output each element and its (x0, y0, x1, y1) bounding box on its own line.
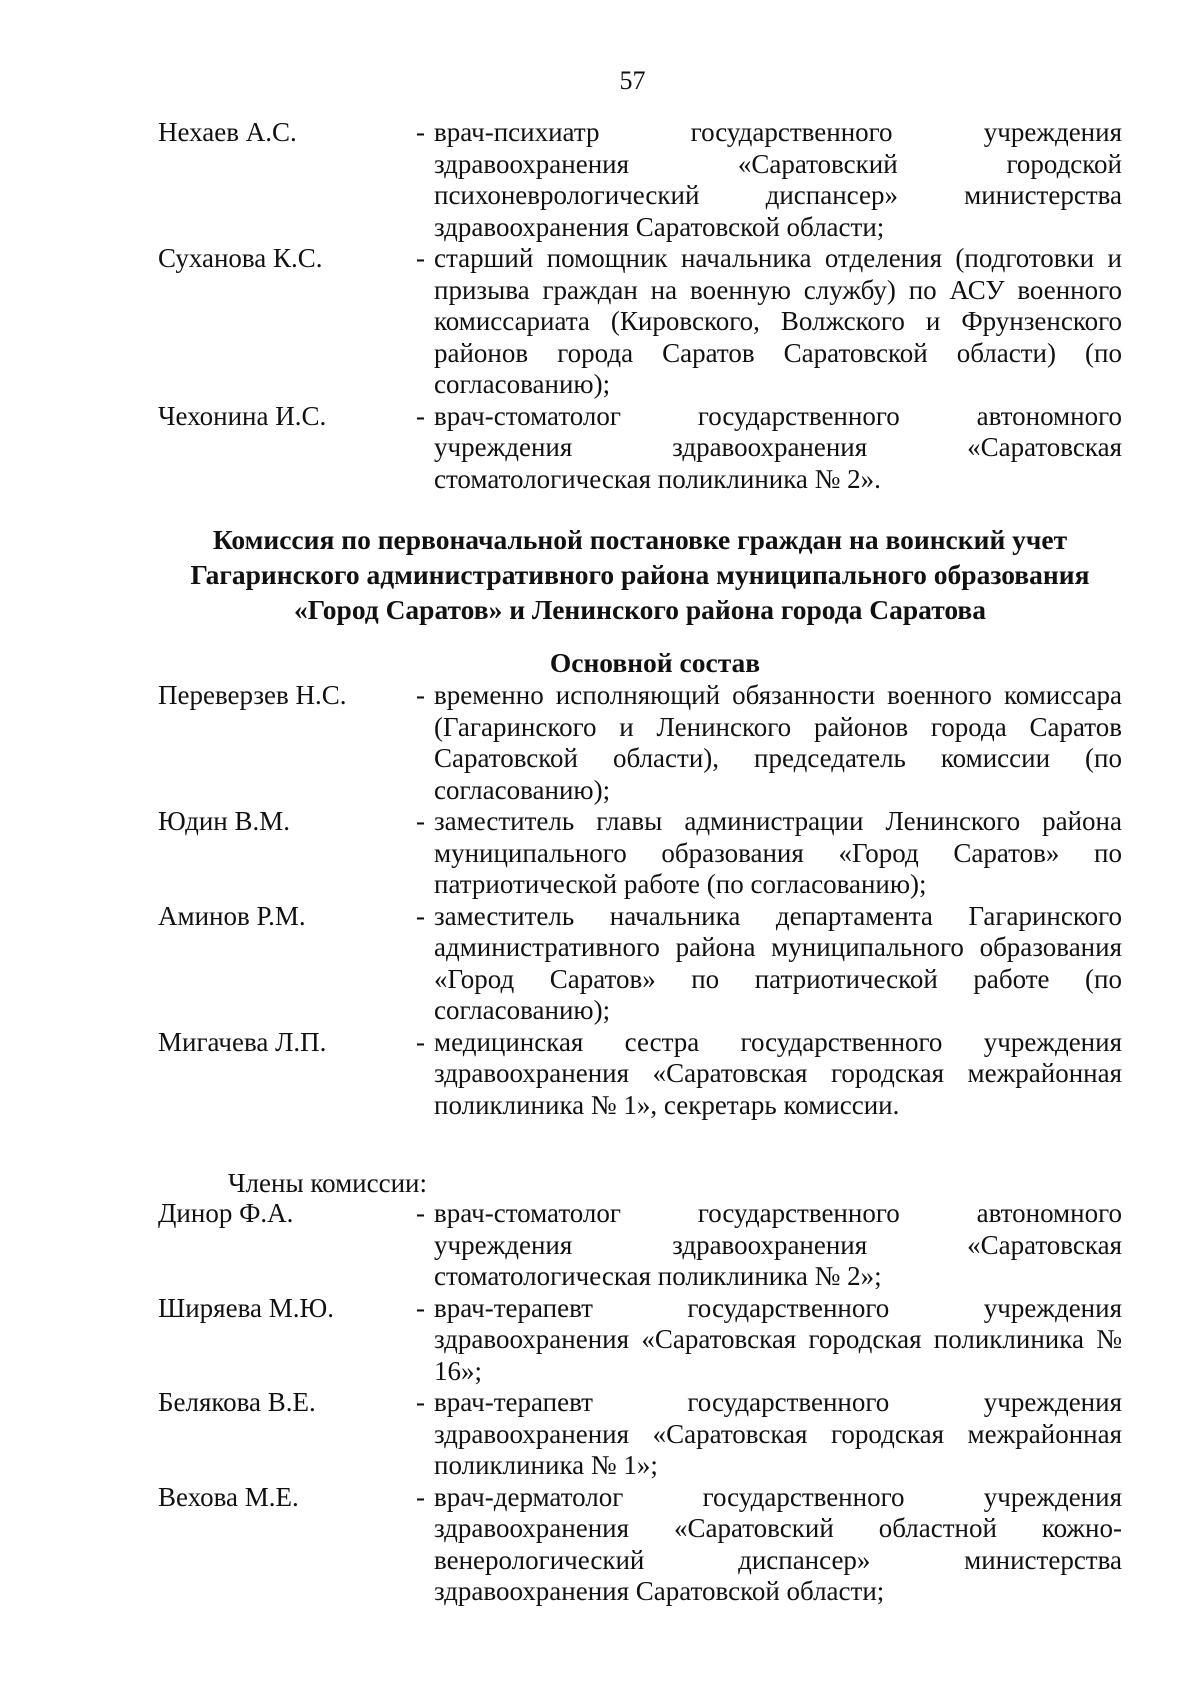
member-entry (158, 401, 1122, 496)
dash: - (416, 1387, 425, 1417)
member-role: заместитель начальника департамента Гагаринского административного района муниципального образования «Город Саратов» по патриотической работе (по согласованию); (434, 900, 1122, 1025)
previous-commission-list (158, 117, 1122, 495)
member-name: Динор Ф.А. (158, 1198, 294, 1228)
member-role: медицинская сестра государственного учреждения здравоохранения «Саратовская городская межрайонная поликлиника № 1», секретарь комиссии. (434, 1026, 1122, 1120)
dash: - (416, 117, 425, 147)
member-role: заместитель главы администрации Ленинского района муниципального образования «Город Саратов» по патриотической работе (по согласованию); (434, 806, 1122, 899)
members-list (158, 1198, 1122, 1608)
member-role: врач-психиатр государственного учреждения здравоохранения «Саратовский городской психоневрологический диспансер» министерства здравоохранения Саратовской области; (434, 117, 1122, 242)
member-entry (158, 1293, 1122, 1388)
member-role: временно исполняющий обязанности военного комиссара (Гагаринского и Ленинского районов города Саратов Саратовской области), председатель комиссии (по согласованию); (434, 680, 1122, 805)
commission-title (150, 522, 1130, 627)
main-composition-heading: Основной состав (549, 647, 761, 678)
main-composition-list (158, 680, 1122, 1121)
member-entry (158, 243, 1122, 401)
commission-title-line: Гагаринского административного района муниципального образования (190, 559, 1090, 590)
member-name: Переверзев Н.С. (158, 680, 347, 710)
member-name: Нехаев А.С. (158, 117, 297, 147)
dash: - (416, 1481, 425, 1512)
member-name: Суханова К.С. (158, 243, 323, 273)
member-entry (158, 1198, 1122, 1293)
member-name: Мигачева Л.П. (158, 1026, 327, 1057)
member-entry (158, 1027, 1122, 1122)
member-name: Чехонина И.С. (158, 400, 327, 431)
member-entry (158, 1482, 1122, 1608)
member-entry (158, 806, 1122, 901)
dash: - (416, 243, 425, 273)
members-label: Члены комиссии: (228, 1168, 427, 1198)
commission-title-line: Комиссия по первоначальной постановке граждан на воинский учет (212, 524, 1068, 555)
dash: - (416, 1292, 425, 1323)
member-entry (158, 117, 1122, 243)
dash: - (416, 1198, 425, 1228)
member-role: врач-дерматолог государственного учреждения здравоохранения «Саратовский областной кожно-венерологический диспансер» министерства здравоохранения Саратовской области; (434, 1481, 1122, 1606)
dash: - (416, 806, 425, 836)
member-entry (158, 680, 1122, 806)
member-role: врач-терапевт государственного учреждения здравоохранения «Саратовская городская поликлиника № 16»; (434, 1292, 1122, 1386)
member-role: врач-стоматолог государственного автономного учреждения здравоохранения «Саратовская стоматологическая поликлиника № 2». (434, 400, 1122, 494)
dash: - (416, 1026, 425, 1057)
member-entry (158, 1387, 1122, 1482)
member-role: врач-терапевт государственного учреждения здравоохранения «Саратовская городская межрайонная поликлиника № 1»; (434, 1387, 1122, 1480)
commission-title-line: «Город Саратов» и Ленинского района города Саратова (293, 594, 987, 625)
member-name: Аминов Р.М. (158, 900, 306, 931)
dash: - (416, 680, 425, 710)
member-name: Вехова М.Е. (158, 1481, 299, 1512)
member-role: старший помощник начальника отделения (подготовки и призыва граждан на военную службу) по АСУ военного комиссариата (Кировского, Волжского и Фрунзенского районов города Саратов Саратовской области) (по согласованию); (434, 243, 1122, 399)
member-name: Юдин В.М. (158, 806, 290, 836)
dash: - (416, 900, 425, 931)
page-number: 57 (619, 66, 646, 95)
member-name: Ширяева М.Ю. (158, 1292, 334, 1323)
member-entry (158, 901, 1122, 1027)
dash: - (416, 400, 425, 431)
member-role: врач-стоматолог государственного автономного учреждения здравоохранения «Саратовская стоматологическая поликлиника № 2»; (434, 1198, 1122, 1291)
member-name: Белякова В.Е. (158, 1387, 316, 1417)
